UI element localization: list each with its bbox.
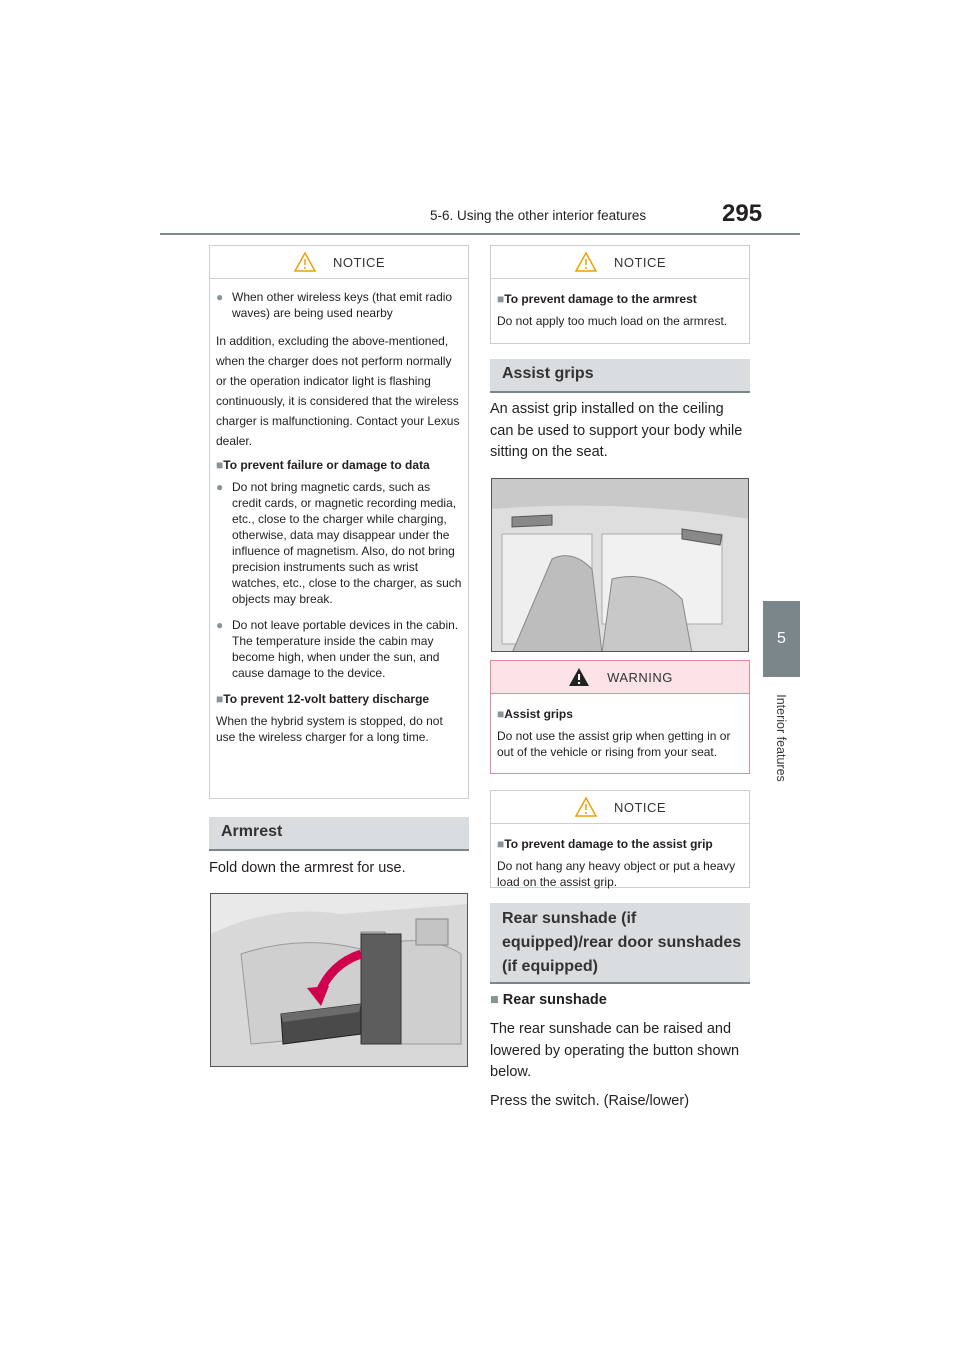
subheading: ■To prevent damage to the armrest [497, 292, 697, 306]
armrest-illustration [210, 893, 468, 1067]
rear-sunshade-subheading: ■ Rear sunshade [490, 992, 607, 1008]
paragraph: When the hybrid system is stopped, do not use the wireless charger for a long time. [216, 714, 443, 744]
notice-box-armrest [490, 245, 750, 344]
section-heading-assist-grips: Assist grips [490, 359, 750, 393]
assist-grips-text: An assist grip installed on the ceiling can be used to support your body while sitting on the seat. [490, 401, 743, 460]
paragraph: Do not apply too much load on the armrest. [497, 314, 728, 328]
rear-sunshade-text: The rear sunshade can be raised and lowered by operating the button shown below. [490, 1021, 740, 1080]
notice-box-assist-grip [490, 790, 750, 888]
subheading: ■To prevent 12-volt battery discharge [216, 692, 430, 706]
caution-triangle-icon [574, 796, 598, 818]
header-rule [160, 233, 800, 235]
chapter-tab [763, 601, 800, 677]
caution-triangle-icon [574, 251, 598, 273]
paragraph: In addition, excluding the above-mentioned, when the charger does not perform normally or the operation indicator light is flashing continuously, it is considered that the wireless charger is malfunctioning. Contact your Lexus dealer. [216, 334, 460, 448]
notice-header: NOTICE [491, 791, 749, 824]
paragraph: Do not use the assist grip when getting in or out of the vehicle or rising from your seat. [497, 729, 731, 759]
armrest-text: Fold down the armrest for use. [209, 860, 406, 876]
rear-sunshade-instruction: Press the switch. (Raise/lower) [490, 1093, 690, 1109]
subheading: ■To prevent damage to the assist grip [497, 837, 713, 851]
section-heading-rear-sunshade: Rear sunshade (if equipped)/rear door sunshades (if equipped) [490, 903, 750, 984]
notice-header: NOTICE [491, 246, 749, 279]
notice-header: NOTICE [210, 246, 468, 279]
chapter-label: Interior features [774, 694, 788, 782]
notice-box-wireless [209, 245, 469, 799]
header-section-title: 5-6. Using the other interior features [430, 208, 647, 223]
list-item: ● Do not leave portable devices in the cabin. The temperature inside the cabin may become high, when under the sun, and cause damage to the device. [216, 618, 459, 680]
caution-triangle-icon [293, 251, 317, 273]
assist-grip-image [492, 479, 749, 652]
armrest-image [211, 894, 468, 1067]
page-number: 295 [722, 200, 763, 227]
list-item: ● Do not bring magnetic cards, such as credit cards, or magnetic recording media, etc., close to the charger while charging, otherwise, data may disappear under the influence of magnetism. Also, do not bring precision instruments such as wrist watches, etc., close to the charger, as such objects may break. [216, 480, 462, 606]
warning-header: WARNING [491, 661, 749, 694]
list-item: ● When other wireless keys (that emit radio waves) are being used nearby [216, 290, 453, 320]
warning-triangle-icon [567, 666, 591, 688]
warning-box-assist-grips [490, 660, 750, 774]
subheading: ■To prevent failure or damage to data [216, 458, 430, 472]
paragraph: Do not hang any heavy object or put a heavy load on the assist grip. [497, 859, 736, 889]
section-heading-armrest: Armrest [209, 817, 469, 851]
subheading: ■Assist grips [497, 707, 573, 721]
chapter-number: 5 [777, 630, 786, 647]
assist-grip-illustration [491, 478, 749, 652]
